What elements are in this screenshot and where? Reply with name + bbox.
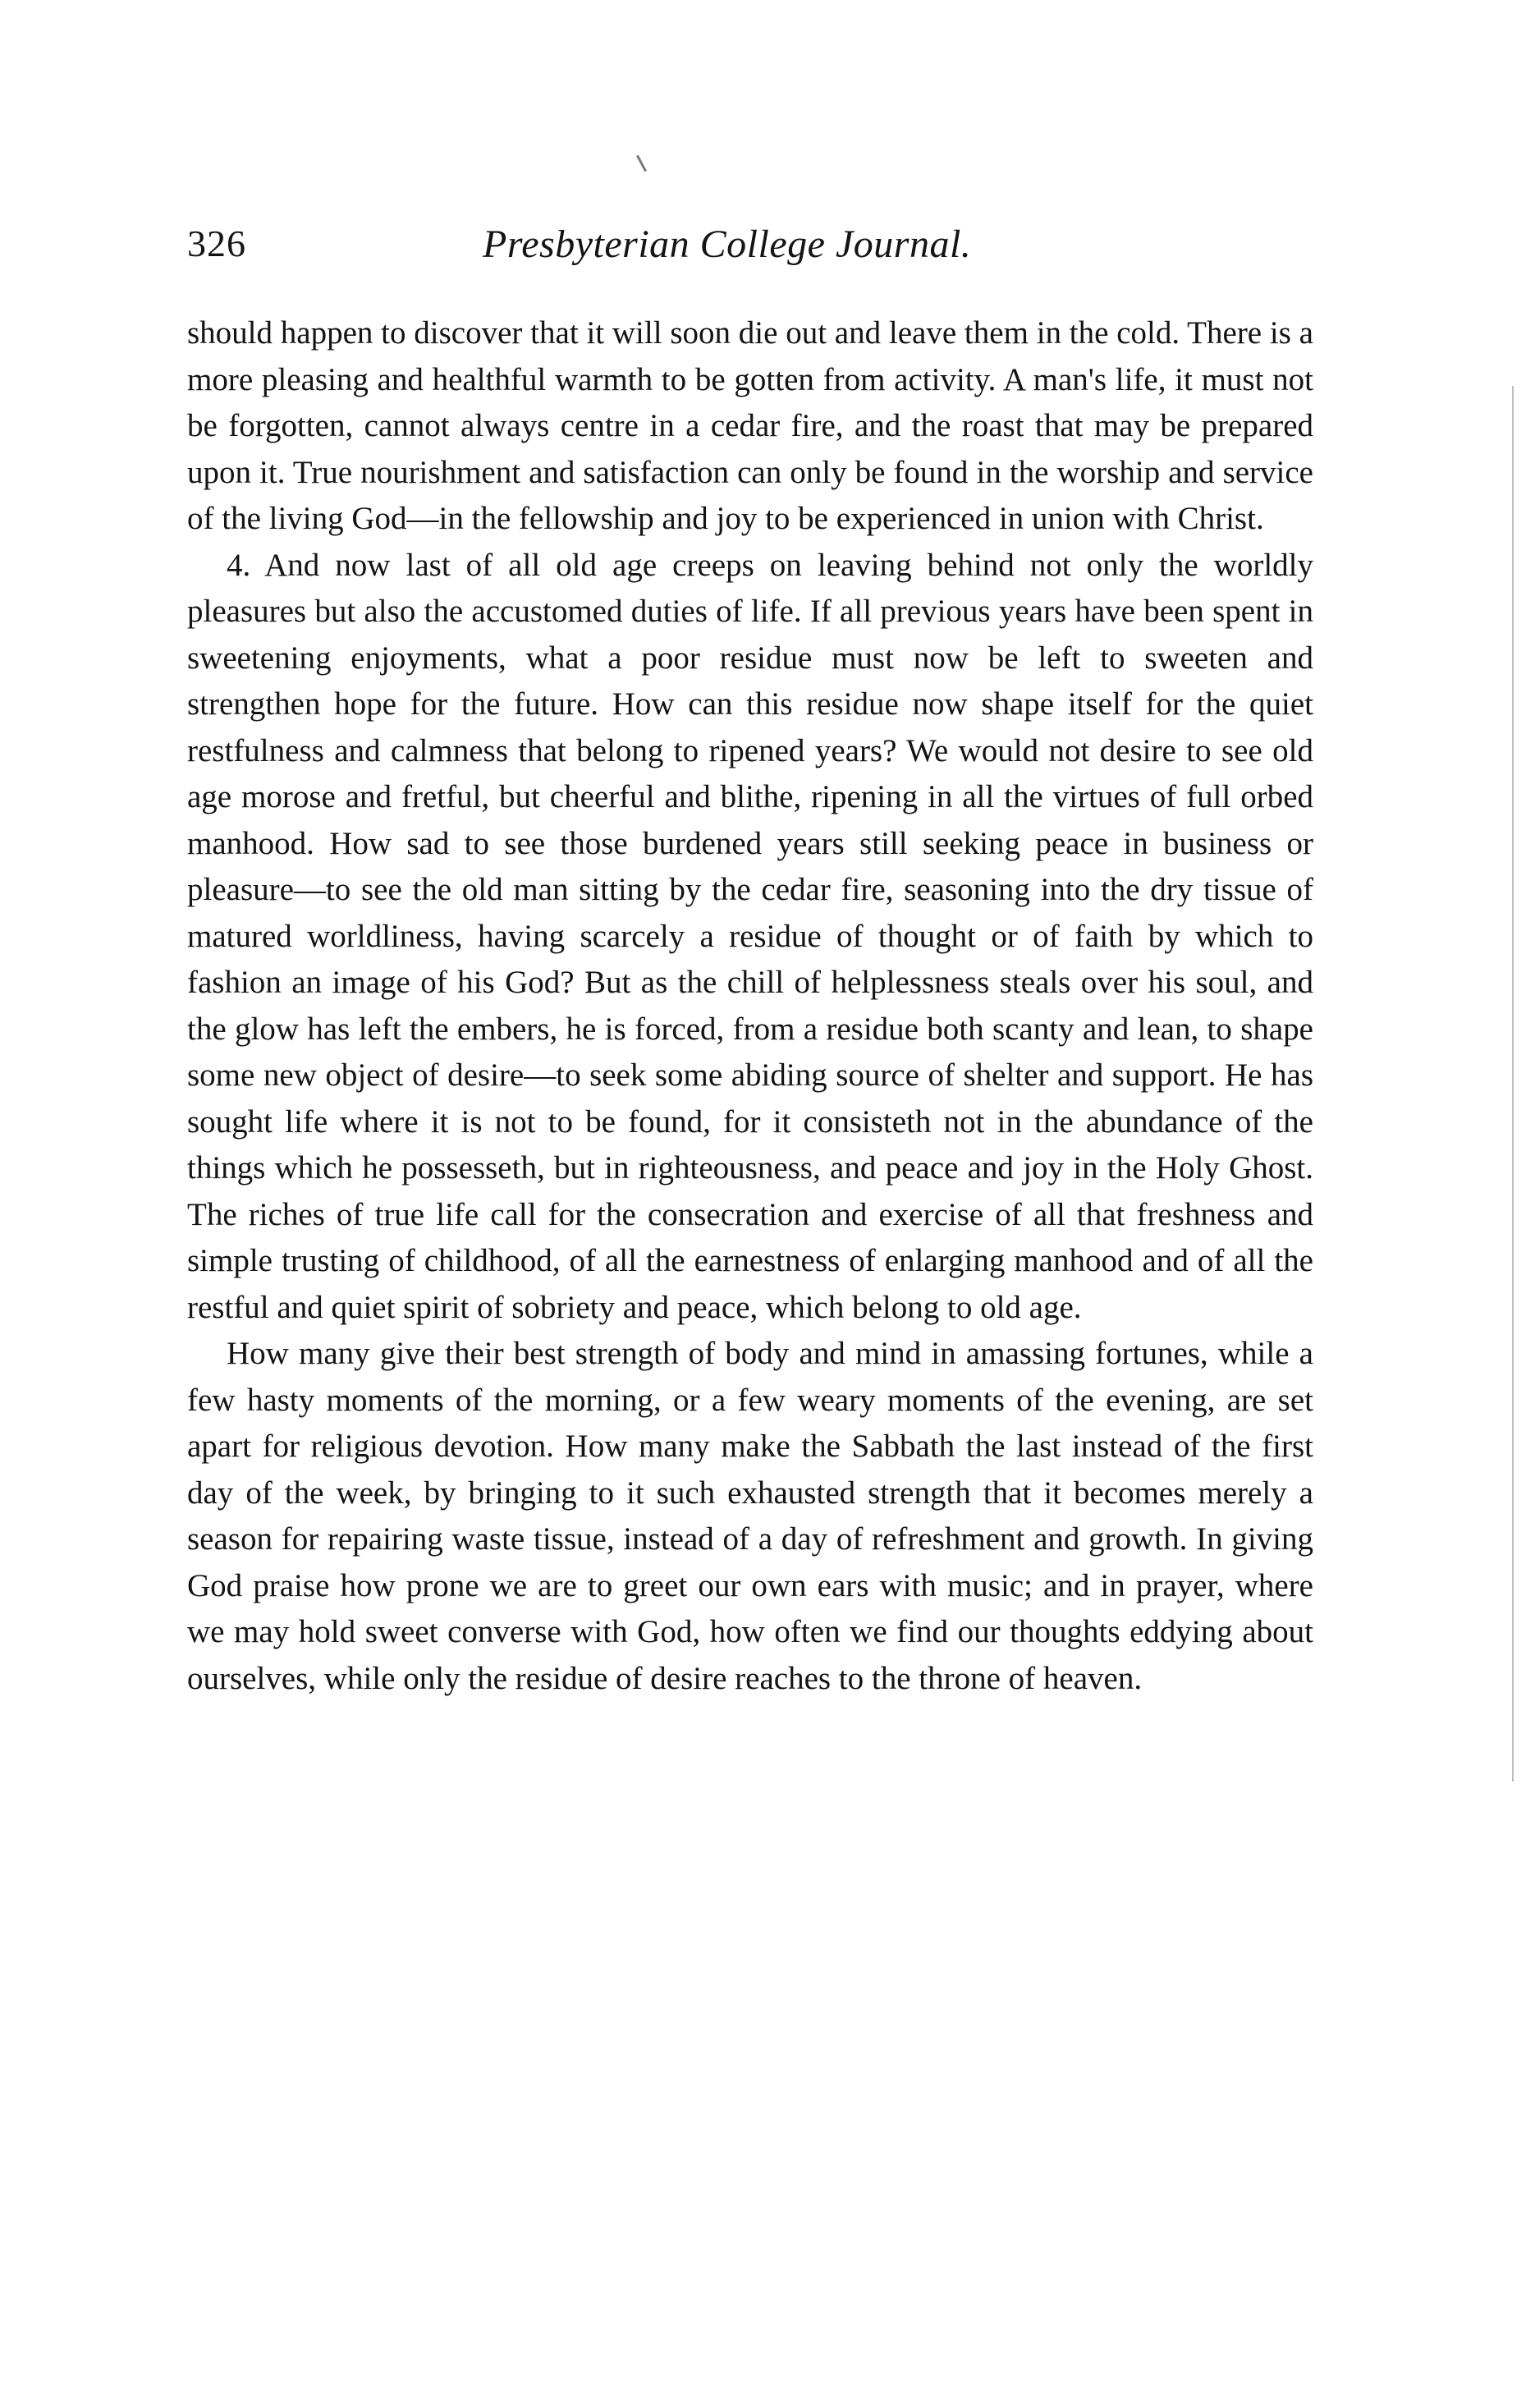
scan-speck [636,155,647,172]
page-header [187,222,1313,279]
paragraph-continued: should happen to discover that it will soon die out and leave them in the cold. There is a more pleasing and healthful warmth to be gotten from activity. A man's life, it must not be forgotten, cannot always centre in a cedar fire, and the roast that may be prepared upon it. True nourishment and satisfaction can only be found in the worship and service of the living God—in the fellowship and joy to be experienced in union with Christ. [187,315,1313,536]
scan-edge-line [1512,386,1514,1782]
book-page [187,222,1313,1702]
paragraph-old-age: 4. And now last of all old age creeps on leaving behind not only the worldly pleasures but also the accustomed duties of life. If all previous years have been spent in sweetening enjoyments, what a poor residue must now be left to sweeten and strengthen hope for the future. How can this residue now shape itself for the quiet restfulness and calmness that belong to ripened years? We would not desire to see old age morose and fretful, but cheerful and blithe, ripening in all the virtues of full orbed manhood. How sad to see those burdened years still seeking peace in business or pleasure—to see the old man sitting by the cedar fire, seasoning into the dry tissue of matured worldliness, having scarcely a residue of thought or of faith by which to fashion an image of his God? But as the chill of helplessness steals over his soul, and the glow has left the embers, he is forced, from a residue both scanty and lean, to shape some new object of desire—to seek some abiding source of shelter and support. He has sought life where it is not to be found, for it consisteth not in the abundance of the things which he possesseth, but in righteousness, and peace and joy in the Holy Ghost. The riches of true life call for the consecration and exercise of all that freshness and simple trusting of childhood, of all the earnestness of enlarging manhood and of all the restful and quiet spirit of sobriety and peace, which belong to old age. [187,547,1313,1325]
running-title: Presbyterian College Journal. [483,222,972,266]
paragraph-devotion: How many give their best strength of body and mind in amassing fortunes, while a few hasty moments of the morning, or a few weary moments of the evening, are set apart for religious devotion. How many make the Sabbath the last instead of the first day of the week, by bringing to it such exhausted strength that it becomes merely a season for repairing waste tissue, instead of a day of refreshment and growth. In giving God praise how prone we are to greet our own ears with music; and in prayer, where we may hold sweet converse with God, how often we find our thoughts eddying about ourselves, while only the residue of desire reaches to the throne of heaven. [187,1336,1313,1696]
page-number: 326 [187,222,246,264]
page-body [187,310,1313,1702]
